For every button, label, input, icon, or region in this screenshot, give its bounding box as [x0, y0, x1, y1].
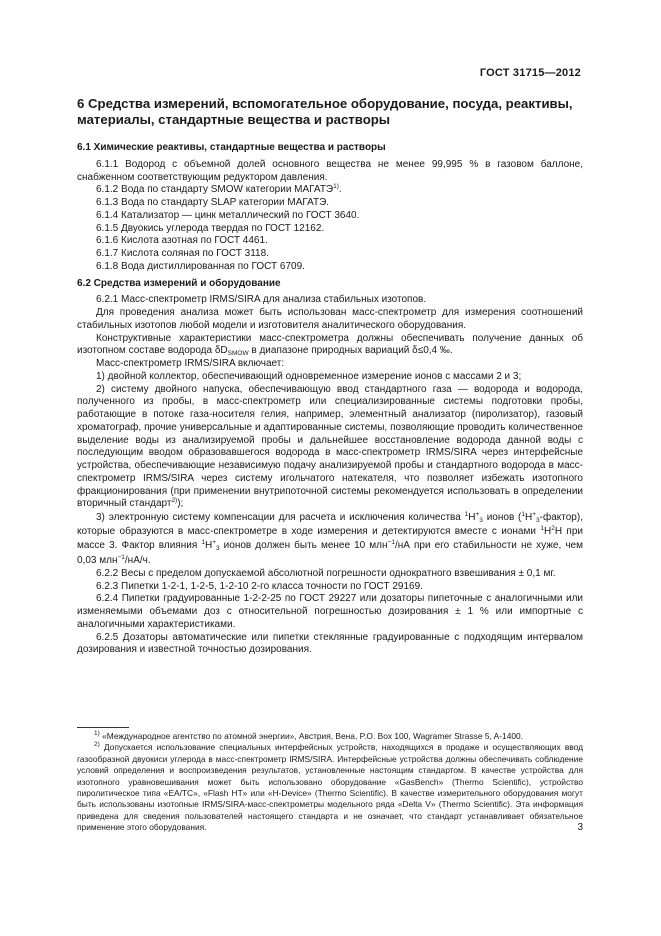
footnote-ref-1: 1): [333, 183, 339, 191]
item-6-2-1: 6.2.1 Масс-спектрометр IRMS/SIRA для анализа стабильных изотопов.: [96, 294, 427, 306]
subsection-6-1-title-text: 6.1 Химические реактивы, стандартные вещества и растворы: [77, 142, 386, 153]
item-6-1-1: 6.1.1 Водород с объемной долей основного вещества не менее 99,995 % в газовом баллоне, снабженном соответствующим редуктором давления.: [77, 158, 583, 183]
list-item-3-text-b: ионов (: [482, 512, 522, 523]
item-6-2-2: 6.2.2 Весы с пределом допускаемой абсолютной погрешности однократного взвешивания ± 0,1 мг.: [96, 567, 556, 579]
ion-charge-b: +: [532, 511, 537, 518]
smow-subscript: SMOW: [227, 350, 249, 358]
footnote-ref-2: 2): [171, 497, 178, 505]
footnote-1-text: «Международное агентство по атомной энергии», Австрия, Вена, P.O. Box 100, Wagramer Strasse 5, A-1400.: [99, 731, 523, 741]
item-6-1-3: 6.1.3 Вода по стандарту SLAP категории МАГАТЭ.: [96, 197, 330, 208]
list-item-3-text-a: 3) электронную систему компенсации для расчета и исключения количества: [96, 512, 465, 523]
list-item-3-text-c: -фактор), которые образуются в масс-спектрометре в ходе измерения и детектируются вместе с ионами: [77, 512, 583, 538]
paragraph-characteristics: [77, 333, 583, 359]
document-body: [77, 142, 583, 657]
subsection-6-2-title-text: 6.2 Средства измерений и оборудование: [77, 277, 281, 289]
exponent-2: −1: [117, 553, 125, 561]
footnote-1-mark: 1): [94, 730, 100, 737]
list-item-3-text-d: при массе 3. Фактор влияния: [77, 526, 583, 552]
item-6-2-3: 6.2.3 Пипетки 1-2-1, 1-2-5, 1-2-10 2-го класса точности по ГОСТ 29169.: [96, 580, 423, 592]
item-6-1-7: 6.1.7 Кислота соляная по ГОСТ 3118.: [96, 248, 269, 259]
exponent-1: −1: [387, 539, 395, 547]
subsection-6-2-title: [77, 278, 583, 291]
isotope-mass-1b: 1: [521, 511, 526, 518]
paragraph-analysis: Для проведения анализа может быть использован масс-спектрометр для измерения соотношений стабильных изотопов любой модели и изготовителя аналитического оборудования.: [77, 307, 583, 331]
standard-header: ГОСТ 31715—2012: [479, 67, 581, 79]
item-6-2-5: 6.2.5 Дозаторы автоматические или пипетки стеклянные градуированные с подходящим интервалом дозирования и известной точностью дозирования.: [77, 631, 583, 656]
h-symbol-1: H: [543, 526, 552, 538]
ion-charge: +: [475, 511, 480, 518]
list-item-3-text-f: /нА при его стабильности не хуже, чем 0,03 млн: [77, 540, 583, 566]
list-item-3: [77, 511, 583, 568]
section-title: 6 Средства измерений, вспомогательное оборудование, посуда, реактивы, материалы, стандартные вещества и растворы: [77, 96, 573, 127]
h3-ion-symbol: H: [468, 512, 476, 523]
list-item-1: 1) двойной коллектор, обеспечивающий одновременное измерение ионов с массами 2 и 3;: [96, 370, 522, 382]
paragraph-includes: Масс-спектрометр IRMS/SIRA включает:: [96, 358, 285, 369]
item-6-1-4: 6.1.4 Катализатор — цинк металлический по ГОСТ 3640.: [96, 209, 360, 221]
footnote-2-mark: 2): [94, 741, 100, 749]
h-symbol-2: H: [554, 526, 563, 538]
ion-count-b: 3: [536, 517, 540, 524]
item-6-1-2-text: 6.1.2 Вода по стандарту SMOW категории МАГАТЭ: [96, 184, 334, 196]
ion-count-c: 3: [215, 545, 220, 553]
ion-charge-c: +: [212, 539, 216, 547]
item-6-1-8: 6.1.8 Вода дистиллированная по ГОСТ 6709.: [96, 260, 305, 272]
footnote-2-text: Допускается использование специальных интерфейсных устройств, находящихся в продаже и осуществляющих ввод газообразной двуокиси углерода в масс-спектрометр IRMS/SIRA. Интерфейсные устройства должны обеспечивать соблюдение условий определения и воспроизведения результатов, установленные настоящим стандартом. В качестве устройства для изотопного уравновешивания может быть использовано оборудование «GasBench» (Thermo Scientific), устройство пиролитическое типа «EA/TC», «Flash HT» или «H-Device» (Thermo Scientific). В качестве измерительного оборудования могут быть использованы изотопные IRMS/SIRA-масс-спектрометры модельного ряда «Delta V» (Thermo Scientific). Эта информация приведена для сведения пользователей настоящего стандарта и не означает, что стандарт устанавливает обязательное применение этого оборудования.: [77, 742, 583, 833]
isotope-mass-1: 1: [464, 511, 469, 518]
isotope-mass-1c: 1: [201, 539, 205, 547]
characteristics-range: в диапазоне природных вариаций δ≤0,4 ‰.: [248, 345, 453, 357]
ion-count: 3: [479, 517, 483, 524]
h3-ion-symbol-c: H: [204, 540, 213, 552]
footnote-divider: [77, 727, 129, 728]
list-item-3-text-e: ионов должен быть менее 10 млн: [219, 540, 388, 552]
characteristics-text: Конструктивные характеристики масс-спектрометра должны обеспечивать получение данных об изотопном составе водорода δD: [77, 332, 583, 357]
footnotes: [77, 731, 583, 834]
list-item-2: [77, 384, 583, 512]
item-6-1-2-end: .: [338, 184, 342, 196]
item-6-1-6: 6.1.6 Кислота азотная по ГОСТ 4461.: [96, 235, 268, 247]
footnote-2: [77, 742, 583, 833]
isotope-mass-h2: 2: [551, 525, 555, 533]
isotope-mass-h1: 1: [540, 525, 544, 533]
item-6-2-4: 6.2.4 Пипетки градуированные 1-2-2-25 по ГОСТ 29227 или дозаторы пипеточные с аналогичными или изменяемыми объемами доз с относительной погрешностью дозирования ± 1 % или импортные с аналогичными характеристиками.: [77, 593, 583, 630]
item-6-1-2: [77, 184, 583, 197]
page-number: 3: [577, 822, 583, 833]
list-item-2-end: );: [177, 498, 184, 510]
subsection-6-1-title: [77, 142, 583, 155]
list-item-2-text: 2) систему двойного напуска, обеспечивающую ввод стандартного газа — водорода и водорода, полученного из пробы, в масс-спектрометр или специализированные системы подготовки пробы, работающие в потоке газа-носителя гелия, например, элементный анализатор (пиролизатор), газовый хроматограф, прочие универсальные и адаптированные системы, позволяющие проводить количественное выделение воды из анализируемой пробы и дальнейшее восстановление водорода данной воды с последующим вводом образовавшегося водорода в масс-спектрометр IRMS/SIRA через интерфейсные устройства, обеспечивающие независимую подачу анализируемой пробы и стандартного водорода в масс-спектрометр IRMS/SIRA через систему игольчатого натекателя, что позволяет избежать изотопного фракционирования (при применении внутрипоточной системы рекомендуется использовать в определении вторичный стандарт: [77, 383, 583, 510]
list-item-3-text-g: /нА/ч.: [124, 554, 151, 566]
footnote-1: [77, 731, 583, 742]
item-6-1-5: 6.1.5 Двуокись углерода твердая по ГОСТ 12162.: [96, 222, 325, 234]
h3-ion-symbol-b: H: [525, 512, 533, 523]
